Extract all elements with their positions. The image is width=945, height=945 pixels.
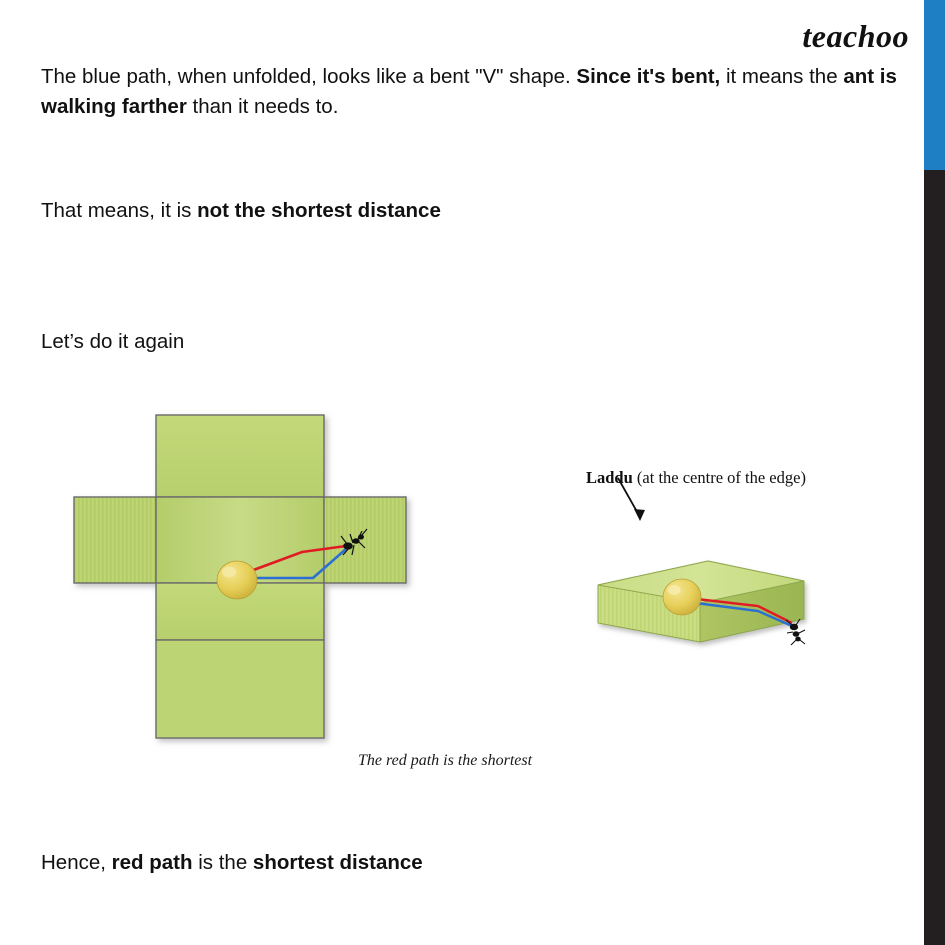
figure-box-with-laddu [560,455,910,685]
para5-text-b: red path [111,851,193,874]
box-solid [598,561,804,642]
paragraph-not-shortest [41,196,921,226]
callout-arrow-icon [618,478,645,521]
paragraph-hence-red-path [41,848,741,878]
box-ant-icon [786,619,805,645]
box-laddu-sphere [663,579,701,615]
right-edge-dark-bar [924,170,945,945]
para5-text-a: Hence, [41,851,112,874]
laddu-sphere [217,561,257,599]
paragraph-blue-path [41,62,921,122]
para3-text-b: not the shortest distance [197,199,441,222]
figure-unfolded-net [70,408,490,788]
figure-net-caption: The red path is the shortest [358,752,533,769]
para3-text-a: That means, it is [41,199,198,222]
para1-text-d: ant is walking farther [41,65,897,118]
para1-text-c: it means the [720,65,844,88]
laddu-label-bold: Laddu [586,468,633,487]
para1-text-a: The blue path, when unfolded, looks like a bent "V" shape. [41,65,577,88]
paragraph-lets-do-it-again: Let’s do it again [41,330,185,353]
right-edge-blue-bar [924,0,945,170]
teachoo-logo: teachoo [802,18,909,54]
para5-text-c: is the [192,851,253,874]
para5-text-d: shortest distance [252,851,423,874]
para1-text-e: than it needs to. [186,95,339,118]
laddu-label-rest: (at the centre of the edge) [632,468,806,487]
para1-text-b: Since it's bent, [576,65,721,88]
